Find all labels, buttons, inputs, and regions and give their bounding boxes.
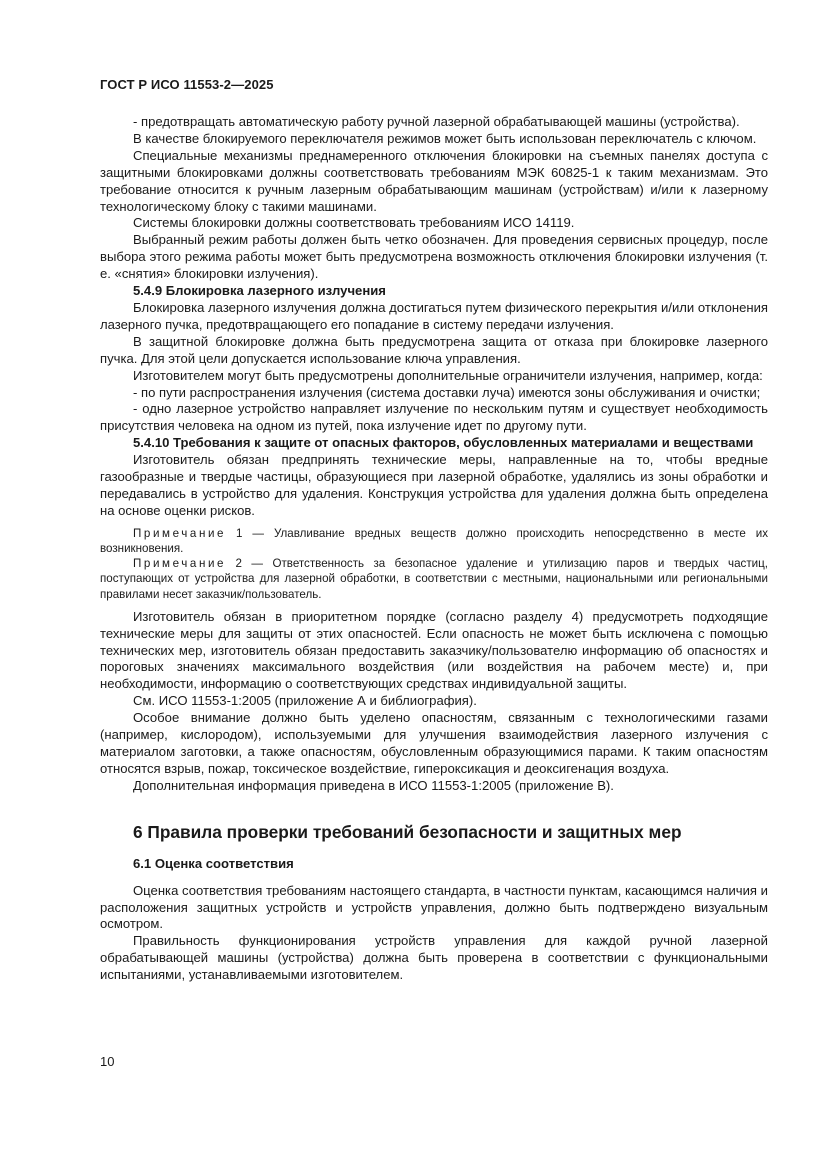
paragraph: Выбранный режим работы должен быть четко обозначен. Для проведения сервисных процедур, после выбора этого режима работы может быть предусмотрена возможность отключения блокировки излучения (т. е. «снятия» блокировки излучения).: [100, 232, 768, 282]
paragraph: См. ИСО 11553-1:2005 (приложение А и библиография).: [133, 693, 477, 709]
note-text: 1 — Улавливание вредных веществ должно происходить непосредственно в месте их возникновения.: [100, 526, 768, 555]
paragraph: Оценка соответствия требованиям настоящего стандарта, в частности пунктам, касающимся наличия и расположения защитных устройств и устройств управления, должно быть подтверждено визуальным осмотром.: [100, 882, 768, 932]
paragraph: В защитной блокировке должна быть предусмотрена защита от отказа при блокировке лазерного пучка. Для этой цели допускается использование ключа управления.: [100, 333, 768, 366]
section-heading-6-1: 6.1 Оценка соответствия: [133, 855, 294, 871]
page-number: 10: [100, 1054, 115, 1069]
paragraph: Правильность функционирования устройств управления для каждой ручной лазерной обрабатывающей машины (устройства) должна быть проверена в соответствии с функциональными испытаниями, устанавливаемыми изготовителем.: [100, 933, 768, 983]
paragraph: Специальные механизмы преднамеренного отключения блокировки на съемных панелях доступа с защитными блокировками должны соответствовать требованиям МЭК 60825-1 к таким механизмам. Это требование относится к ручным лазерным обрабатывающим машинам (устройствам) и/или к лазерному технологическому блоку с такими машинами.: [100, 147, 768, 214]
paragraph: Системы блокировки должны соответствовать требованиям ИСО 14119.: [133, 215, 575, 231]
section-heading-6: 6 Правила проверки требований безопасности и защитных мер: [133, 821, 682, 842]
paragraph: В качестве блокируемого переключателя режимов может быть использован переключатель с ключом.: [133, 130, 757, 146]
section-heading-5-4-9: 5.4.9 Блокировка лазерного излучения: [133, 283, 386, 299]
paragraph: Дополнительная информация приведена в ИСО 11553-1:2005 (приложение В).: [133, 777, 614, 793]
list-item: - одно лазерное устройство направляет излучение по нескольким путям и существует необходимость присутствия человека на одном из путей, пока излучение идет по другому пути.: [100, 401, 768, 434]
paragraph: Особое внимание должно быть уделено опасностям, связанным с технологическими газами (например, кислородом), используемыми для улучшения взаимодействия лазерного излучения с материалом заготовки, а также опасностям, обусловленным образующимися парами. К таким опасностям относятся взрыв, пожар, токсическое воздействие, гипероксикация и деоксигенация воздуха.: [100, 710, 768, 776]
paragraph: Блокировка лазерного излучения должна достигаться путем физического перекрытия и/или отклонения лазерного пучка, предотвращающего его попадание в систему передачи излучения.: [100, 299, 768, 332]
list-item: - по пути распространения излучения (система доставки луча) имеются зоны обслуживания и очистки;: [133, 384, 761, 400]
paragraph: - предотвращать автоматическую работу ручной лазерной обрабатывающей машины (устройства).: [133, 114, 740, 129]
note-2: [100, 556, 768, 602]
note-text: 2 — Ответственность за безопасное удаление и утилизацию паров и твердых частиц, поступающих от устройства для лазерной обработки, в соответствии с местными, национальными или региональными правилами несет заказчик/пользователь.: [100, 557, 768, 601]
standard-header: ГОСТ Р ИСО 11553-2—2025: [100, 77, 274, 92]
note-label: Примечание: [133, 526, 227, 540]
section-heading-5-4-10: 5.4.10 Требования к защите от опасных факторов, обусловленных материалами и веществами: [133, 435, 754, 451]
document-body: [100, 114, 768, 984]
paragraph: Изготовитель обязан предпринять технические меры, направленные на то, чтобы вредные газообразные и твердые частицы, образующиеся при лазерной обработке, удалялись из зоны обработки и передавались в устройство для удаления. Конструкция устройства для удаления должна быть определена на основе оценки рисков.: [100, 452, 768, 518]
paragraph: Изготовителем могут быть предусмотрены дополнительные ограничители излучения, например, когда:: [133, 367, 763, 383]
note-1: [100, 526, 768, 556]
paragraph: Изготовитель обязан в приоритетном порядке (согласно разделу 4) предусмотреть подходящие технические меры для защиты от этих опасностей. Если опасность не может быть исключена с помощью технических мер, изготовитель обязан предоставить заказчику/пользователю информацию об опасностях и пороговых значениях максимального воздействия (или воздействия на рабочем месте) и, при необходимости, информацию о соответствующих средствах индивидуальной защиты.: [100, 608, 768, 692]
note-label: Примечание: [133, 557, 227, 571]
